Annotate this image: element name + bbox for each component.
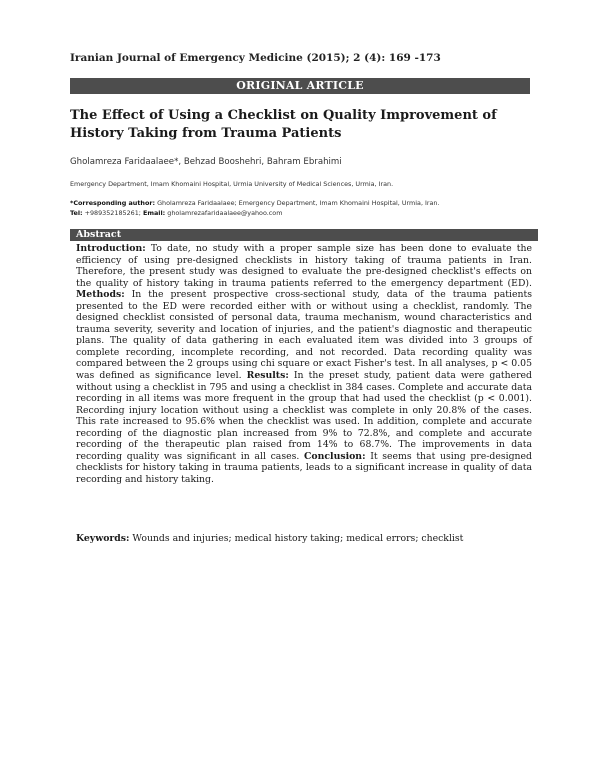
abstract-body <box>76 243 532 485</box>
introduction-text: To date, no study with a proper sample size has been done to evaluate the efficiency of using pre-designed checklists in history taking of trauma patients in Iran. Therefore, the present study was designed to evaluate the pre-designed checklist's effects on the quality of history taking in trauma patients referred to the emergency department (ED). <box>76 243 532 289</box>
journal-citation: Iranian Journal of Emergency Medicine (2015); 2 (4): 169 -173 <box>70 52 441 64</box>
author-list: Gholamreza Faridaalaee*, Behzad Booshehri, Bahram Ebrahimi <box>70 157 342 167</box>
corresponding-author-block <box>70 198 540 218</box>
email-address: gholamrezafaridaalaee@yahoo.com <box>165 209 283 217</box>
email-label: Email: <box>142 209 166 217</box>
results-label: Results: <box>246 370 289 382</box>
corresponding-author-label: *Corresponding author: <box>70 199 156 207</box>
methods-text: In the present prospective cross-sectional study, data of the trauma patients presented to the ED were recorded either with or without using a checklist, randomly. The designed checklist consisted of personal data, trauma mechanism, wound characteristics and trauma severity, severity and location of injuries, and the patient's diagnostic and therapeutic plans. The quality of data gathering in each evaluated item was divided into 3 groups of complete recording, incomplete recording, and not recorded. Data recording quality was compared between the 2 groups using chi square or exact Fisher's test. In all analyses, p < 0.05 was defined as significance level. <box>76 289 532 382</box>
methods-label: Methods: <box>76 289 125 301</box>
contact-line <box>70 208 540 218</box>
keywords-text: Wounds and injuries; medical history taking; medical errors; checklist <box>129 533 464 544</box>
tel-label: Tel: <box>70 209 83 217</box>
abstract-heading: Abstract <box>70 229 538 241</box>
keywords-line <box>76 533 532 545</box>
introduction-label: Introduction: <box>76 243 146 254</box>
conclusion-text: It seems that using pre-designed checklists for history taking in trauma patients, leads to a significant increase in quality of data recording and history taking. <box>76 450 532 485</box>
corresponding-author-text: Gholamreza Faridaalaee; Emergency Department, Imam Khomaini Hospital, Urmia, Iran. <box>155 199 440 207</box>
article-type-banner: ORIGINAL ARTICLE <box>70 78 530 94</box>
corresponding-author-line <box>70 198 540 208</box>
affiliation: Emergency Department, Imam Khomaini Hospital, Urmia University of Medical Sciences, Urmia, Iran. <box>70 180 394 188</box>
results-text: In the preset study, patient data were gathered without using a checklist in 795 and using a checklist in 384 cases. Complete and accurate data recording in all items was more frequent in the group that had used the checklist (p < 0.001). Recording injury location without using a checklist was complete in only 20.8% of the cases. This rate increased to 95.6% when the checklist was used. In addition, complete and accurate recording of the diagnostic plan increased from 9% to 72.8%, and complete and accurate recording of the therapeutic plan raised from 14% to 68.7%. The improvements in data recording quality was significant in all cases. <box>76 370 533 462</box>
keywords-label: Keywords: <box>76 533 130 544</box>
tel-number: +989352185261; <box>82 209 143 217</box>
article-title: The Effect of Using a Checklist on Quality Improvement of History Taking from Trauma Patients <box>70 108 497 141</box>
conclusion-label: Conclusion: <box>304 450 366 462</box>
